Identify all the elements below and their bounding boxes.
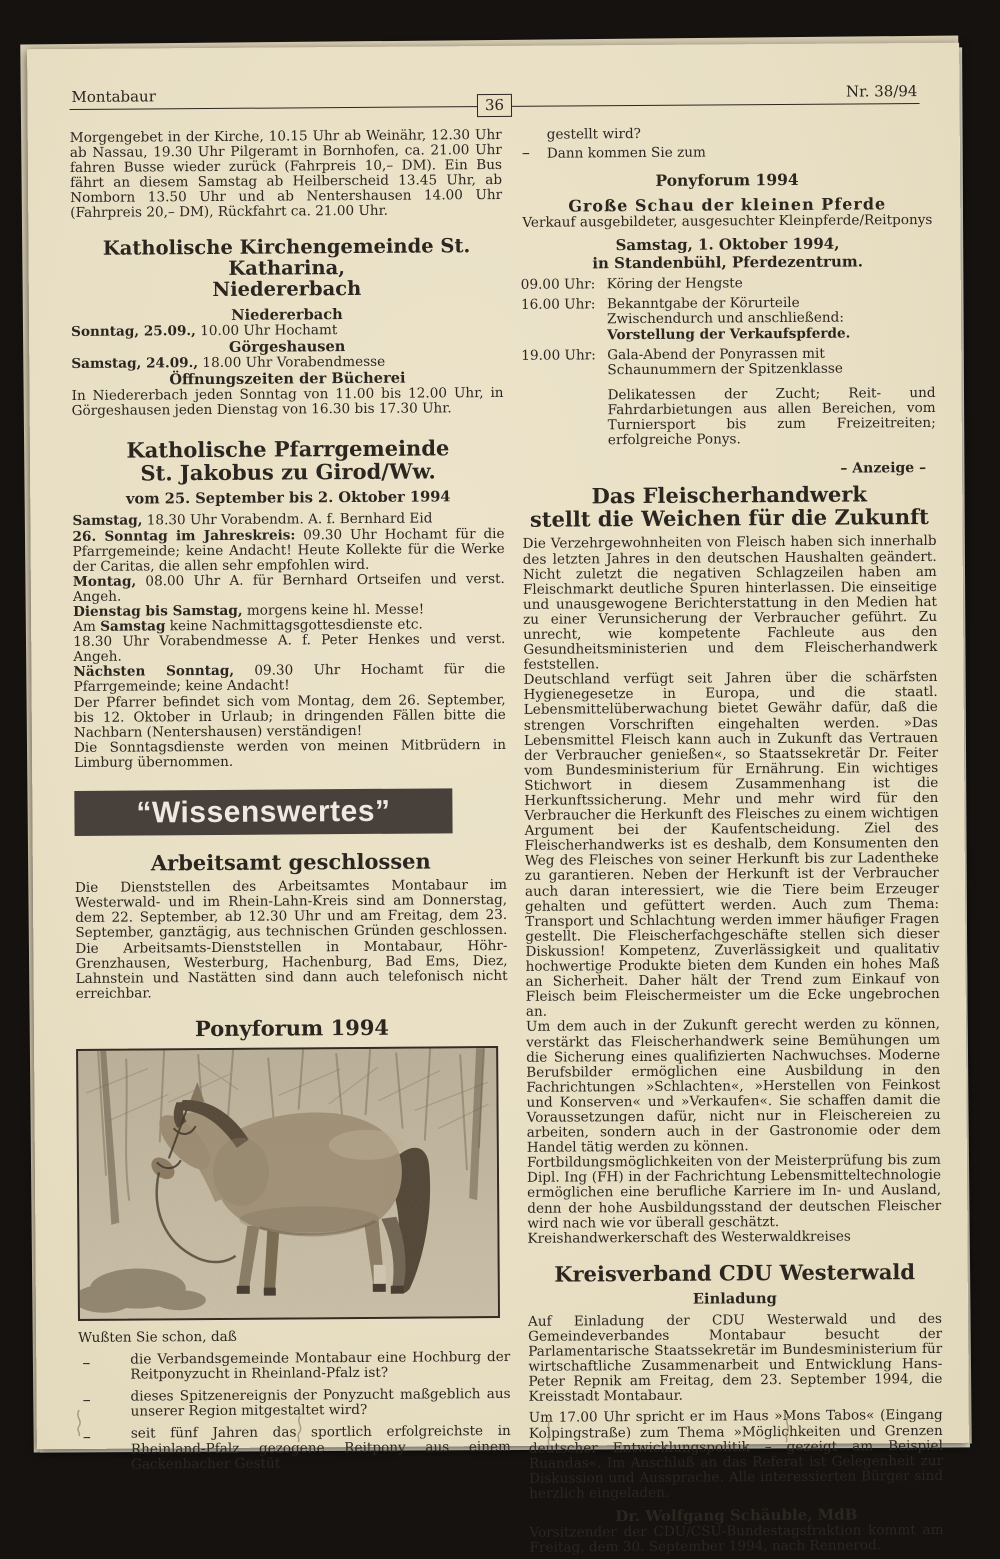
schedule-row: 19.00 Uhr: Gala-Abend der Ponyrassen mit Schaunummern der Spitzenklasse	[521, 345, 843, 378]
schedule-time: 09.00 Uhr:	[520, 276, 596, 294]
section-title: Das Fleischerhandwerk stellt die Weichen für die Zukunft	[529, 481, 929, 533]
bullet-item: – seit fünf Jahren das sportlich erfolgreichste in Rheinland-Pfalz gezogene Reitpony aus einem Gackenbacher Gestüt	[82, 1423, 511, 1473]
continuation-line: gestellt wird?	[546, 125, 641, 143]
section-title: Katholische Kirchengemeinde St. Katharina, Niedererbach	[102, 233, 471, 302]
body-text: In Niedererbach jeden Sonntag von 11.00 bis 12.00 Uhr, in Görgeshausen jeden Dienstag von 16.30 bis 17.30 Uhr.	[71, 385, 504, 420]
schedule-row: 16.00 Uhr: Bekanntgabe der Körurteile Zwischendurch und anschließend: Vorstellung der Verkaufspferde.	[520, 295, 851, 343]
scribble-mark	[72, 1408, 86, 1438]
section-fleischerhandwerk	[522, 482, 941, 1246]
mass-line: 26. Sonntag im Jahreskreis: 09.30 Uhr Hochamt für die Pfarrgemeinde; keine Andacht! Heute Kollekte für die Werke der Caritas, die allen sehr empfohlen wird.	[72, 525, 505, 575]
dash-bullet: –	[521, 142, 530, 162]
body-text: Deutschland verfügt seit Jahren über die schärfsten Hygienegesetze in Europa, und die staatl. Lebensmittelüberwachung bietet Gewähr dafür, daß die strengen Vorschriften eingehalten werden. »Das Lebensmittel Fleisch kann auch in Zukunft das Vertrauen der Verbraucher genießen«, so Staatssekretär Dr. Feiter vom Bundesministerium für Ernährung. Ein wichtiges Stichwort in diesem Zusammenhang ist die Herkunftssicherung. Mehr und mehr wird für den Verbraucher die Herkunft des Fleisches zu einem wichtigen Argument bei der Kaufentscheidung. Ziel des Fleischerhandwerks ist es deshalb, dem Konsumenten den Weg des Fleisches von seiner Herkunft bis zur Ladentheke zu garantieren. Neben der Herkunft ist der Verbraucher auch daran interessiert, wie die Tiere beim Erzeuger gehalten und gefüttert werden. Auch zum Thema: Transport und Schlachtung werden immer häufiger Fragen gestellt. Die Fleischerfachgeschäfte stellen sich dieser Diskussion! Kompetenz, Zuverlässigkeit und qualitativ hochwertige Produkte bieten dem Kunden ein hohes Maß an Sicherheit. Daher hält der Trend zum Einkauf von Fleisch beim Fleischermeister um die Ecke ungebrochen an.	[523, 669, 940, 1021]
wussten-lead: Wußten Sie schon, daß	[78, 1328, 237, 1346]
wissenswertes-banner: “Wissenswertes”	[74, 788, 452, 836]
body-text: Auf Einladung der CDU Westerwald und des Gemeindeverbandes Montabaur besucht der Parlamentarische Staatssekretär im Bundesministerium für wirtschaftliche Zusammenarbeit und Entwicklung Hans-Peter Repnik am Freitag, dem 23. September 1994, die Kreisstadt Montabaur.	[527, 1310, 943, 1406]
subheading: Niedererbach	[231, 305, 343, 324]
body-text: Vorsitzender der CDU/CSU-Bundestagsfraktion kommt am Freitag, dem 30. September 1994, nach Rennerod.	[529, 1521, 944, 1556]
body-text: Um 17.00 Uhr spricht er im Haus »Mons Tabos« (Eingang Kolpingstraße) zum Thema »Möglichkeiten und Grenzen deutscher Entwicklungspolitik – gezeigt am Beispiel Ruandas«. Im Anschluß an das Referat ist Gelegenheit zur Diskussion und Aussprache. Alle interessierten Bürger sind herzlich eingeladen.	[528, 1407, 944, 1502]
mass-line: Der Pfarrer befindet sich vom Montag, dem 26. September, bis 12. Oktober in Urlaub; in dringenden Fällen bitte die Nachbarn (Nentershausen) verständigen!	[73, 691, 506, 741]
dash-bullet: –	[82, 1352, 91, 1372]
section-title: Katholische Pfarrgemeinde St. Jakobus zu Girod/Ww.	[126, 435, 450, 486]
schedule-time: 16.00 Uhr:	[520, 296, 596, 314]
bullet-item: – Dann kommen Sie zum	[521, 142, 706, 162]
section-ponyforum-photo	[76, 1015, 511, 1473]
section-title: Kreisverband CDU Westerwald	[554, 1258, 916, 1287]
scribble-mark	[292, 1414, 306, 1444]
header-issue-number: Nr. 38/94	[845, 82, 918, 101]
schedule-note: Delikatessen der Zucht; Reit- und Fahrdarbietungen aus allen Bereichen, vom Turniersport bis zum Freizeitreiten; erfolgreiche Ponys.	[607, 384, 936, 449]
schedule-line: Samstag, 24.09., 18.00 Uhr Vorabendmesse	[71, 353, 386, 372]
section-title: Ponyforum 1994	[194, 1014, 390, 1041]
section-ponyforum-ad	[520, 169, 936, 479]
section-pfarrgemeinde	[72, 436, 506, 771]
dash-bullet: –	[82, 1390, 91, 1410]
scribble-mark	[542, 1419, 556, 1449]
signature-line: Kreishandwerkerschaft des Westerwaldkreises	[527, 1228, 851, 1247]
bullet-item: – dieses Spitzenereignis der Ponyzucht maßgeblich aus unserer Region mitgestaltet wird?	[82, 1386, 511, 1420]
section-cdu	[528, 1260, 944, 1556]
mass-line: 18.30 Uhr Vorabendmesse A. f. Peter Henkes und verst. Angeh.	[73, 631, 506, 666]
pony-photo	[76, 1046, 500, 1321]
header-place: Montabaur	[71, 87, 156, 106]
pony-photo-illustration	[78, 1048, 498, 1319]
section-title: Arbeitsamt geschlossen	[150, 848, 431, 876]
section-arbeitsamt	[75, 849, 508, 1002]
section-kirchengemeinde	[70, 235, 503, 420]
subheading: Öffnungszeiten der Bücherei	[169, 369, 406, 389]
page-number-box: 36	[477, 94, 512, 117]
body-text: Die Verzehrgewohnheiten von Fleisch haben sich innerhalb des letzten Jahres in den deutschen Haushalten geändert. Nicht zuletzt die negativen Schlagzeilen haben am Fleischmarkt deutliche Spuren hinterlassen. Die einseitige und unausgewogene Berichterstattung in den Medien hat zu einer Verunsicherung der Verbraucher geführt. Zu unrecht, wie kompetente Fachleute aus den Gesundheitsministerien und dem Fleischerhandwerk feststellen.	[522, 533, 938, 673]
body-text: Die Dienststellen des Arbeitsamtes Montabaur im Westerwald- und im Rhein-Lahn-Kreis sind am Donnerstag, dem 22. September, ab 12.30 Uhr und am Freitag, dem 23. September, ganztägig, aus technischen Gründen geschlossen. Die Arbeitsamts-Dienststellen in Montabaur, Höhr-Grenzhausen, Westerburg, Hachenburg, Bad Ems, Diez, Lahnstein und Nastätten sind dann auch telefonisch nicht erreichbar.	[74, 877, 508, 1002]
right-column	[520, 125, 944, 1556]
anzeige-label: – Anzeige –	[840, 460, 927, 477]
speaker-name: Dr. Wolfgang Schäuble, MdB	[615, 1505, 858, 1526]
ad-date: Samstag, 1. Oktober 1994, in Standenbühl, Pferdezentrum.	[592, 234, 863, 273]
newspaper-page	[27, 43, 969, 1556]
body-text: Um dem auch in der Zukunft gerecht werden zu können, verstärkt das Fleischerhandwerk seine Bemühungen um die Sicherung eines qualifizierten Nachwuchses. Moderne Berufsbilder ermöglichen eine Ausbildung in den Fachrichtungen »Schlachten«, »Herstellen von Feinkost und Konserven« und »Verkaufen«. Sie schaffen damit die Voraussetzungen dafür, nicht nur in Fleischereien zu arbeiten, sondern auch in der Gastronomie oder dem Handel tätig werden zu können.	[525, 1016, 941, 1156]
subheading: Görgeshausen	[228, 338, 346, 356]
dash-bullet: –	[82, 1427, 91, 1447]
page-header	[69, 67, 919, 117]
ad-title: Ponyforum 1994	[655, 170, 799, 191]
schedule-row: 09.00 Uhr: Köring der Hengste	[520, 275, 743, 294]
mass-line: Die Sonntagsdienste werden von meinen Mitbrüdern in Limburg übernommen.	[73, 736, 507, 771]
ad-schedule	[521, 275, 936, 449]
subheading: Einladung	[692, 1289, 777, 1308]
mass-line: Samstag, 18.30 Uhr Vorabendm. A. f. Bernhard Eid	[72, 510, 433, 530]
mass-line: Am Samstag keine Nachmittagsgottesdienste etc.	[73, 616, 423, 636]
left-column	[70, 128, 512, 1559]
bullet-item: – die Verbandsgemeinde Montabaur eine Hochburg der Reitponyzucht in Rheinland-Pfalz ist?	[82, 1348, 511, 1383]
subheading: vom 25. September bis 2. Oktober 1994	[125, 488, 451, 509]
scribble-mark	[780, 1414, 794, 1444]
body-text: Fortbildungsmöglichkeiten von der Meisterprüfung bis zum Dipl. Ing (FH) in der Fachrichtung Lebensmitteltechnologie ermöglichen eine berufliche Karriere im In- und Ausland, denn der hohe Ausbildungsstand der deutschen Fleischer wird nach wie vor überall geschätzt.	[526, 1152, 942, 1232]
ad-line: Verkauf ausgebildeter, ausgesuchter Kleinpferde/Reitponys	[522, 212, 933, 232]
ad-subtitle: Große Schau der kleinen Pferde	[568, 194, 887, 216]
schedule-time: 19.00 Uhr:	[521, 346, 596, 364]
schedule-line: Sonntag, 25.09., 10.00 Uhr Hochamt	[71, 321, 338, 340]
mass-line: Dienstag bis Samstag, morgens keine hl. Messe!	[72, 601, 425, 620]
mass-line: Montag, 08.00 Uhr A. für Bernhard Ortseifen und verst. Angeh.	[72, 570, 505, 605]
mass-line: Nächsten Sonntag, 09.30 Uhr Hochamt für die Pfarrgemeinde; keine Andacht!	[73, 661, 506, 696]
intro-paragraph: Morgengebet in der Kirche, 10.15 Uhr ab Weinähr, 12.30 Uhr ab Nassau, 19.30 Uhr Pilgeramt in Bornhofen, ca. 21.00 Uhr fahren Busse wieder zurück (Fahrpreis 10,– DM). Ein Bus fährt an diesem Samstag ab Heilberscheid 13.45 Uhr, ab Nomborn 13.50 Uhr und ab Nentershausen 14.00 Uhr (Fahrpreis 20,– DM), Rückfahrt ca. 21.00 Uhr.	[69, 126, 503, 222]
